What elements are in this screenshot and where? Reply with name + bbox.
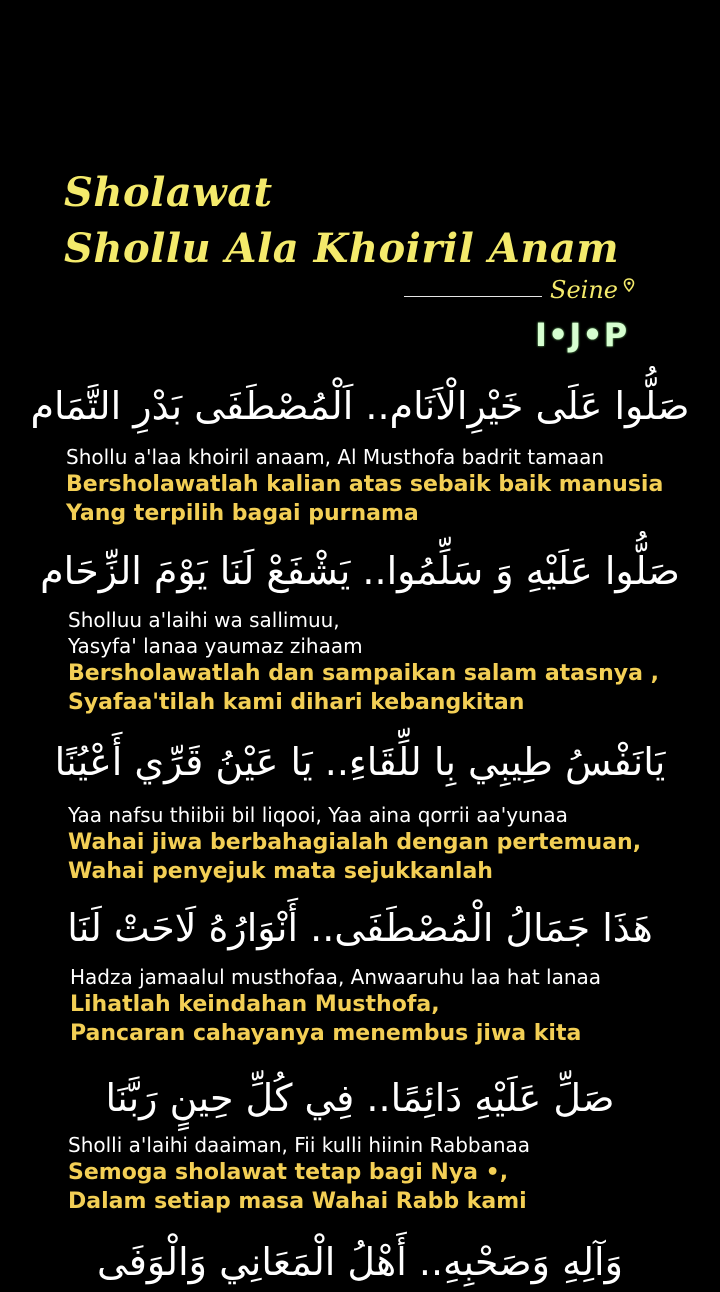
verse-translation: Bersholawatlah dan sampaikan salam atasnya , — [68, 661, 659, 686]
verse-6 — [0, 1232, 720, 1292]
verse-4 — [0, 898, 720, 1048]
verse-translation: Wahai jiwa berbahagialah dengan pertemuan, — [68, 830, 642, 855]
verse-latin: Sholli a'laihi daaiman, Fii kulli hiinin Rabbanaa — [68, 1133, 531, 1157]
verse-translation: Bersholawatlah kalian atas sebaik baik manusia — [66, 472, 664, 497]
verse-latin: Yasyfa' lanaa yaumaz zihaam — [68, 634, 363, 658]
verse-arabic: صَلِّ عَلَيْهِ دَائِمًا.. فِي كُلِّ حِينٍ رَبَّنَا — [105, 1076, 615, 1120]
verse-latin: Yaa nafsu thiibii bil liqooi, Yaa aina qorrii aa'yunaa — [68, 803, 568, 827]
location-pin-icon — [622, 278, 636, 292]
verse-arabic: صَلُّوا عَلَيْهِ وَ سَلِّمُوا.. يَشْفَعْ لَنَا يَوْمَ الزِّحَام — [40, 549, 680, 593]
credit — [404, 272, 644, 308]
title-line-2: Shollu Ala Khoiril Anam — [64, 225, 620, 272]
verse-arabic: صَلُّوا عَلَى خَيْرِالْاَنَام.. اَلْمُصْطَفَى بَدْرِ التَّمَام — [30, 384, 690, 428]
verse-translation: Wahai penyejuk mata sejukkanlah — [68, 859, 493, 884]
title-block — [64, 165, 619, 277]
verse-arabic: يَانَفْسُ طِيبِي بِا للِّقَاءِ.. يَا عَيْنُ قَرِّي أَعْيُنًا — [54, 740, 666, 784]
verse-3 — [0, 732, 720, 886]
verse-translation: Dalam setiap masa Wahai Rabb kami — [68, 1189, 527, 1214]
verse-2 — [0, 541, 720, 717]
verse-translation: Semoga sholawat tetap bagi Nya •, — [68, 1160, 509, 1185]
verse-arabic: وَآلِهِ وَصَحْبِهِ.. أَهْلُ الْمَعَانِي وَالْوَفَى — [97, 1240, 623, 1284]
verse-arabic: هَذَا جَمَالُ الْمُصْطَفَى.. أَنْوَارُهُ لَاحَتْ لَنَا — [67, 906, 653, 950]
verse-latin: Shollu a'laa khoiril anaam, Al Musthofa badrit tamaan — [66, 445, 605, 469]
logo: I•J•P — [535, 316, 629, 354]
verse-translation: Yang terpilih bagai purnama — [66, 501, 419, 526]
verse-5 — [0, 1068, 720, 1216]
verse-latin: Hadza jamaalul musthofaa, Anwaaruhu laa hat lanaa — [70, 965, 602, 989]
credit-name: Seine — [550, 276, 618, 304]
verse-translation: Syafaa'tilah kami dihari kebangkitan — [68, 690, 525, 715]
credit-divider — [404, 296, 542, 297]
verse-latin: Sholluu a'laihi wa sallimuu, — [68, 608, 340, 632]
verse-translation: Pancaran cahayanya menembus jiwa kita — [70, 1021, 582, 1046]
title-line-1: Sholawat — [64, 169, 273, 216]
verse-translation: Lihatlah keindahan Musthofa, — [70, 992, 440, 1017]
verse-1 — [0, 376, 720, 528]
